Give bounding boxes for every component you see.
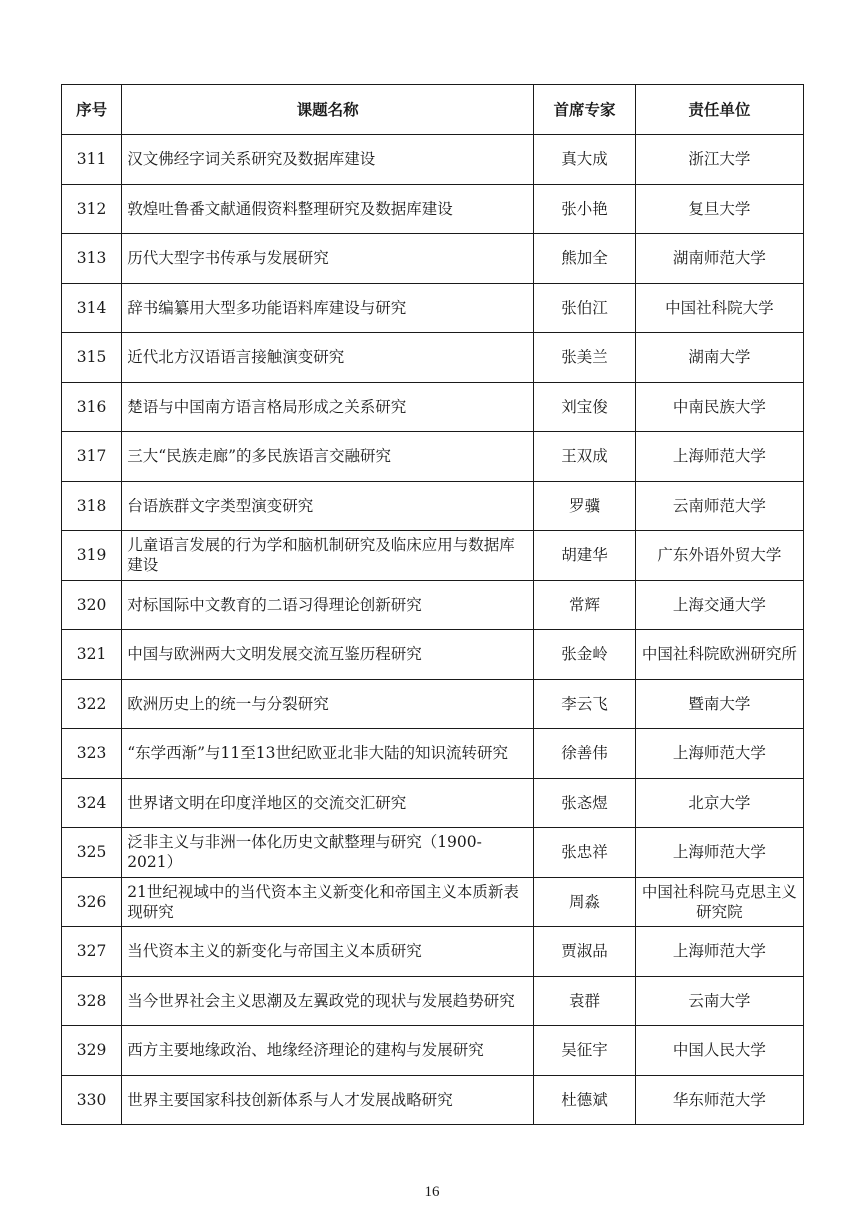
row-chief-expert: 王双成 <box>534 432 636 482</box>
row-serial-number: 312 <box>62 184 122 234</box>
row-chief-expert: 李云飞 <box>534 679 636 729</box>
row-chief-expert: 杜德斌 <box>534 1075 636 1125</box>
row-serial-number: 313 <box>62 234 122 284</box>
row-responsible-unit: 湖南大学 <box>635 333 803 383</box>
table-row <box>62 679 804 729</box>
table-row <box>62 184 804 234</box>
table-row <box>62 382 804 432</box>
row-project-title: 台语族群文字类型演变研究 <box>122 481 534 531</box>
row-project-title: 21世纪视域中的当代资本主义新变化和帝国主义本质新表现研究 <box>122 877 534 927</box>
row-responsible-unit: 上海师范大学 <box>635 729 803 779</box>
table-row <box>62 778 804 828</box>
row-serial-number: 319 <box>62 531 122 581</box>
row-chief-expert: 张忠祥 <box>534 828 636 878</box>
table-row <box>62 481 804 531</box>
row-project-title: 欧洲历史上的统一与分裂研究 <box>122 679 534 729</box>
row-serial-number: 321 <box>62 630 122 680</box>
row-project-title: 敦煌吐鲁番文献通假资料整理研究及数据库建设 <box>122 184 534 234</box>
table-row <box>62 729 804 779</box>
row-serial-number: 329 <box>62 1026 122 1076</box>
row-chief-expert: 刘宝俊 <box>534 382 636 432</box>
row-serial-number: 314 <box>62 283 122 333</box>
row-project-title: 近代北方汉语语言接触演变研究 <box>122 333 534 383</box>
row-chief-expert: 张美兰 <box>534 333 636 383</box>
table-header-row <box>62 85 804 135</box>
row-serial-number: 318 <box>62 481 122 531</box>
table-row <box>62 333 804 383</box>
row-project-title: 当代资本主义的新变化与帝国主义本质研究 <box>122 927 534 977</box>
table-row <box>62 1026 804 1076</box>
table-body <box>62 135 804 1125</box>
row-responsible-unit: 浙江大学 <box>635 135 803 185</box>
table-row <box>62 135 804 185</box>
row-chief-expert: 张忞煜 <box>534 778 636 828</box>
row-chief-expert: 熊加全 <box>534 234 636 284</box>
row-responsible-unit: 复旦大学 <box>635 184 803 234</box>
table-row <box>62 580 804 630</box>
row-serial-number: 311 <box>62 135 122 185</box>
row-serial-number: 323 <box>62 729 122 779</box>
row-serial-number: 328 <box>62 976 122 1026</box>
row-chief-expert: 张伯江 <box>534 283 636 333</box>
row-project-title: 对标国际中文教育的二语习得理论创新研究 <box>122 580 534 630</box>
row-project-title: 西方主要地缘政治、地缘经济理论的建构与发展研究 <box>122 1026 534 1076</box>
row-serial-number: 317 <box>62 432 122 482</box>
row-project-title: 历代大型字书传承与发展研究 <box>122 234 534 284</box>
table-row <box>62 630 804 680</box>
row-chief-expert: 胡建华 <box>534 531 636 581</box>
row-responsible-unit: 上海师范大学 <box>635 432 803 482</box>
row-serial-number: 324 <box>62 778 122 828</box>
row-project-title: “东学西渐”与11至13世纪欧亚北非大陆的知识流转研究 <box>122 729 534 779</box>
table-row <box>62 828 804 878</box>
row-project-title: 三大“民族走廊”的多民族语言交融研究 <box>122 432 534 482</box>
row-responsible-unit: 云南大学 <box>635 976 803 1026</box>
table-row <box>62 1075 804 1125</box>
row-chief-expert: 常辉 <box>534 580 636 630</box>
row-responsible-unit: 湖南师范大学 <box>635 234 803 284</box>
table-row <box>62 927 804 977</box>
row-serial-number: 330 <box>62 1075 122 1125</box>
row-project-title: 楚语与中国南方语言格局形成之关系研究 <box>122 382 534 432</box>
row-responsible-unit: 云南师范大学 <box>635 481 803 531</box>
row-project-title: 当今世界社会主义思潮及左翼政党的现状与发展趋势研究 <box>122 976 534 1026</box>
table-row <box>62 877 804 927</box>
row-responsible-unit: 中国社科院大学 <box>635 283 803 333</box>
row-chief-expert: 周淼 <box>534 877 636 927</box>
row-responsible-unit: 中国人民大学 <box>635 1026 803 1076</box>
row-chief-expert: 袁群 <box>534 976 636 1026</box>
row-responsible-unit: 上海交通大学 <box>635 580 803 630</box>
row-serial-number: 320 <box>62 580 122 630</box>
row-serial-number: 327 <box>62 927 122 977</box>
row-serial-number: 325 <box>62 828 122 878</box>
row-project-title: 汉文佛经字词关系研究及数据库建设 <box>122 135 534 185</box>
row-serial-number: 315 <box>62 333 122 383</box>
row-chief-expert: 真大成 <box>534 135 636 185</box>
row-project-title: 儿童语言发展的行为学和脑机制研究及临床应用与数据库建设 <box>122 531 534 581</box>
project-table <box>61 84 804 1125</box>
table-row <box>62 234 804 284</box>
row-serial-number: 316 <box>62 382 122 432</box>
table-row <box>62 976 804 1026</box>
header-project-title: 课题名称 <box>122 85 534 135</box>
row-chief-expert: 吴征宇 <box>534 1026 636 1076</box>
table-row <box>62 432 804 482</box>
table-row <box>62 283 804 333</box>
row-responsible-unit: 中国社科院马克思主义研究院 <box>635 877 803 927</box>
row-serial-number: 322 <box>62 679 122 729</box>
table-row <box>62 531 804 581</box>
row-chief-expert: 徐善伟 <box>534 729 636 779</box>
row-responsible-unit: 暨南大学 <box>635 679 803 729</box>
row-project-title: 世界诸文明在印度洋地区的交流交汇研究 <box>122 778 534 828</box>
row-responsible-unit: 中南民族大学 <box>635 382 803 432</box>
row-project-title: 泛非主义与非洲一体化历史文献整理与研究（1900-2021） <box>122 828 534 878</box>
header-responsible-unit: 责任单位 <box>635 85 803 135</box>
row-chief-expert: 张小艳 <box>534 184 636 234</box>
row-responsible-unit: 上海师范大学 <box>635 927 803 977</box>
row-project-title: 辞书编纂用大型多功能语料库建设与研究 <box>122 283 534 333</box>
header-serial-number: 序号 <box>62 85 122 135</box>
row-project-title: 世界主要国家科技创新体系与人才发展战略研究 <box>122 1075 534 1125</box>
row-serial-number: 326 <box>62 877 122 927</box>
page-number: 16 <box>424 1184 440 1200</box>
header-chief-expert: 首席专家 <box>534 85 636 135</box>
row-responsible-unit: 华东师范大学 <box>635 1075 803 1125</box>
row-responsible-unit: 北京大学 <box>635 778 803 828</box>
row-project-title: 中国与欧洲两大文明发展交流互鉴历程研究 <box>122 630 534 680</box>
row-responsible-unit: 中国社科院欧洲研究所 <box>635 630 803 680</box>
row-responsible-unit: 上海师范大学 <box>635 828 803 878</box>
row-chief-expert: 贾淑品 <box>534 927 636 977</box>
row-responsible-unit: 广东外语外贸大学 <box>635 531 803 581</box>
row-chief-expert: 张金岭 <box>534 630 636 680</box>
row-chief-expert: 罗骥 <box>534 481 636 531</box>
